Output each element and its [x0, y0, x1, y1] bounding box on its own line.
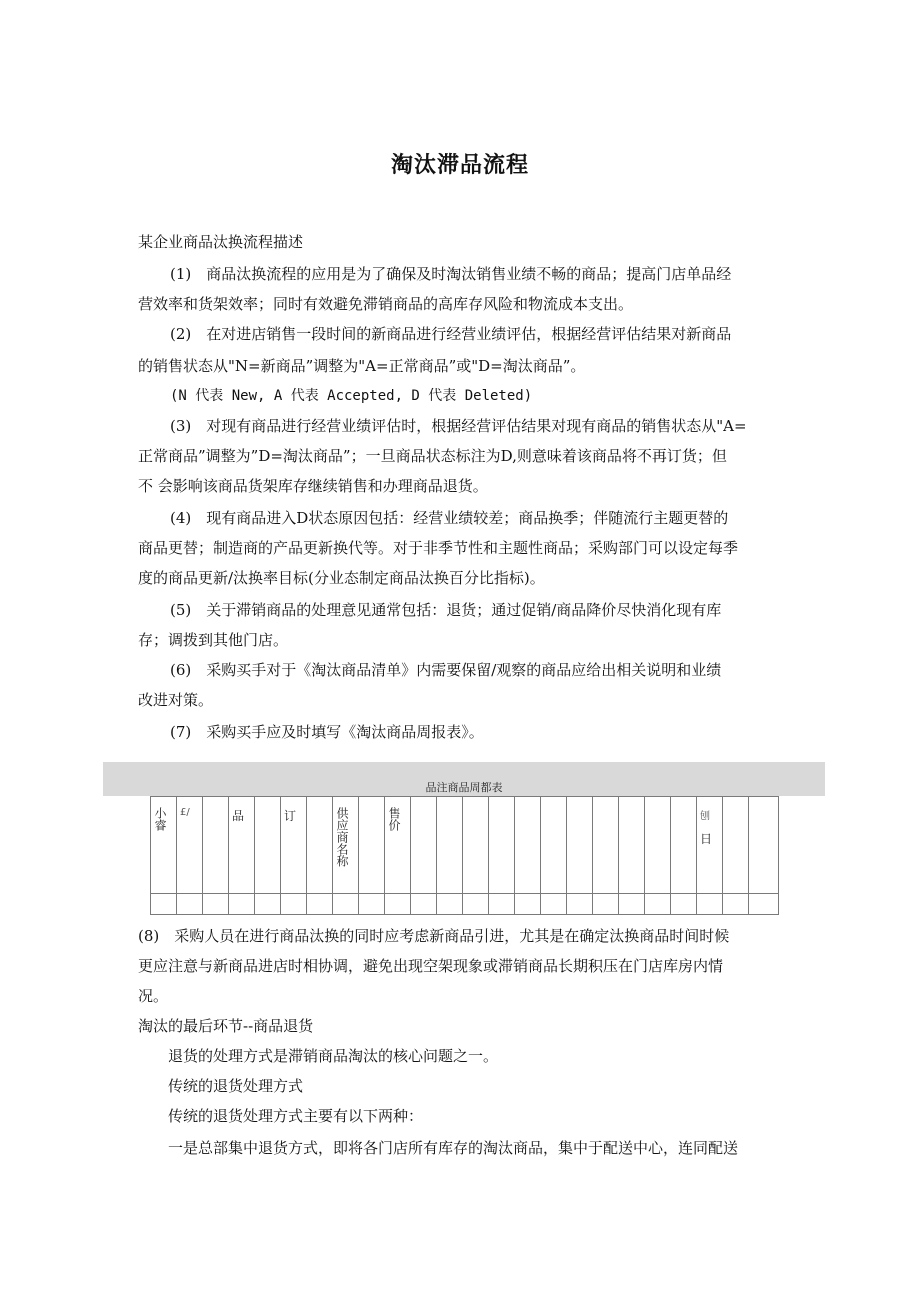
- table-header-cell: [359, 797, 385, 894]
- table-header-cell: [255, 797, 281, 894]
- table-header-cell: 售价: [385, 797, 411, 894]
- table-header-cell: 品: [229, 797, 255, 894]
- table-header-cell: [671, 797, 697, 894]
- paragraph-2-line-2: 的销售状态从"N=新商品”调整为"A=正常商品”或"D=淘汰商品”。: [138, 357, 586, 375]
- table-header-cell: 订: [281, 797, 307, 894]
- returns-line-4: 一是总部集中退货方式，即将各门店所有库存的淘汰商品，集中于配送中心，连同配送: [168, 1139, 739, 1157]
- paragraph-4-line-1: (4) 现有商品进入D状态原因包括：经营业绩较差；商品换季；伴随流行主题更替的: [170, 509, 729, 527]
- page-title: 淘汰滞品流程: [390, 152, 529, 178]
- returns-line-3: 传统的退货处理方式主要有以下两种：: [168, 1107, 424, 1125]
- table-header-cell: [645, 797, 671, 894]
- paragraph-3-line-3: 不 会影响该商品货架库存继续销售和办理商品退货。: [138, 477, 488, 495]
- table-header-cell: [749, 797, 779, 894]
- returns-line-2: 传统的退货处理方式: [168, 1077, 304, 1095]
- table-header-cell: £/: [177, 797, 203, 894]
- paragraph-1-line-1: (1) 商品汰换流程的应用是为了确保及时淘汰销售业绩不畅的商品；提高门店单品经: [170, 265, 732, 283]
- table-header-cell: [515, 797, 541, 894]
- table-header-row: [151, 797, 779, 894]
- table-header-cell: [411, 797, 437, 894]
- table-row: [151, 894, 779, 915]
- table-header-cell: [619, 797, 645, 894]
- table-header-cell: 小睿: [151, 797, 177, 894]
- table-header-cell: 刨 日: [697, 797, 723, 894]
- paragraph-8-line-1: (8) 采购人员在进行商品汰换的同时应考虑新商品引进，尤其是在确定汰换商品时间时候: [138, 927, 730, 945]
- paragraph-3-line-2: 正常商品”调整为”D=淘汰商品”；一旦商品状态标注为D,则意味着该商品将不再订货；但: [138, 447, 727, 465]
- paragraph-4-line-2: 商品更替；制造商的产品更新换代等。对于非季节性和主题性商品；采购部门可以设定每季: [138, 539, 739, 557]
- paragraph-8-line-3: 况。: [138, 987, 169, 1005]
- paragraph-7-line-1: (7) 采购买手应及时填写《淘汰商品周报表》。: [170, 723, 484, 741]
- paragraph-5-line-2: 存；调拨到其他门店。: [138, 631, 289, 649]
- returns-line-1: 退货的处理方式是滞销商品淘汰的核心问题之一。: [168, 1047, 499, 1065]
- paragraph-3-line-1: (3) 对现有商品进行经营业绩评估时，根据经营评估结果对现有商品的销售状态从"A=: [170, 417, 747, 435]
- paragraph-2-line-1: (2) 在对进店销售一段时间的新商品进行经营业绩评估，根据经营评估结果对新商品: [170, 325, 732, 343]
- table-header-cell: [593, 797, 619, 894]
- paragraph-6-line-2: 改进对策。: [138, 691, 214, 709]
- section-heading: 某企业商品汰换流程描述: [138, 233, 304, 251]
- table-header-cell: [723, 797, 749, 894]
- table-header-cell: 供应商名称: [333, 797, 359, 894]
- paragraph-6-line-1: (6) 采购买手对于《淘汰商品清单》内需要保留/观察的商品应给出相关说明和业绩: [170, 661, 722, 679]
- section-heading-returns: 淘汰的最后环节--商品退货: [138, 1017, 314, 1035]
- weekly-report-table: [150, 796, 779, 915]
- paragraph-1-line-2: 营效率和货架效率；同时有效避免滞销商品的高库存风险和物流成本支出。: [138, 295, 634, 313]
- paragraph-8-line-2: 更应注意与新商品进店时相协调，避免出现空架现象或滞销商品长期积压在门店库房内情: [138, 957, 724, 975]
- paragraph-4-line-3: 度的商品更新/汰换率目标(分业态制定商品汰换百分比指标)。: [138, 569, 545, 587]
- table-title: 品注商品周都表: [425, 781, 503, 794]
- table-header-cell: [437, 797, 463, 894]
- table-header-cell: [203, 797, 229, 894]
- table-header-cell: [463, 797, 489, 894]
- table-header-cell: [489, 797, 515, 894]
- paragraph-2-line-3: (N 代表 New, A 代表 Accepted, D 代表 Deleted): [170, 388, 533, 404]
- paragraph-5-line-1: (5) 关于滞销商品的处理意见通常包括：退货；通过促销/商品降价尽快消化现有库: [170, 601, 722, 619]
- table-header-cell: [541, 797, 567, 894]
- table-header-cell: [567, 797, 593, 894]
- table-header-cell: [307, 797, 333, 894]
